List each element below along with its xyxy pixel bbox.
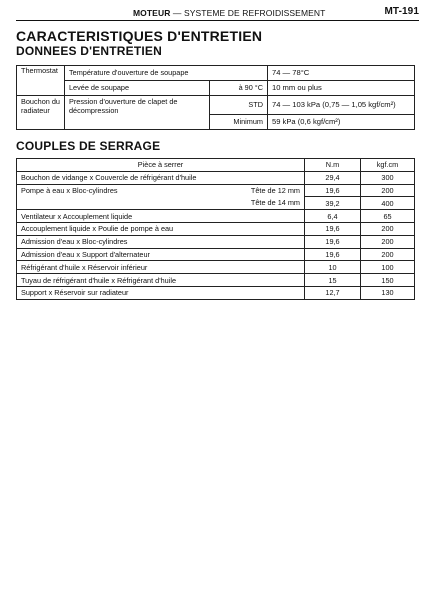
table-row: [17, 81, 415, 96]
nm-cell: 19,6: [305, 222, 361, 235]
valve-lift-condition: à 90 °C: [210, 81, 268, 96]
part-cell: Ventilateur x Accouplement liquide: [17, 210, 305, 223]
table-row: [17, 248, 415, 261]
part-cell: Admission d'eau x Bloc-cylindres: [17, 235, 305, 248]
header-section-subtitle: SYSTEME DE REFROIDISSEMENT: [183, 8, 326, 18]
part-cell: Admission d'eau x Support d'alternateur: [17, 248, 305, 261]
nm-cell: 19,6: [305, 184, 361, 197]
nm-cell: 15: [305, 274, 361, 287]
nm-cell: 12,7: [305, 286, 361, 299]
kgf-cell: 200: [361, 222, 415, 235]
kgf-cell: 100: [361, 261, 415, 274]
part-cell: Accouplement liquide x Poulie de pompe à eau: [17, 222, 305, 235]
part-note: Tête de 14 mm: [250, 198, 300, 208]
min-label: Minimum: [210, 115, 268, 130]
nm-cell: 19,6: [305, 248, 361, 261]
table-row: [17, 210, 415, 223]
table-row: [17, 274, 415, 287]
table-row: [17, 184, 415, 197]
part-cell: Support x Réservoir sur radiateur: [17, 286, 305, 299]
torque-heading: COUPLES DE SERRAGE: [16, 139, 161, 153]
kgf-cell: 200: [361, 184, 415, 197]
table-row: [17, 197, 415, 210]
opening-temp-item: Température d'ouverture de soupape: [65, 66, 268, 81]
header-dash: —: [172, 8, 182, 18]
relief-pressure-item: [65, 96, 210, 130]
radiator-cap-label-line1: Bouchon du: [21, 97, 60, 106]
kgf-cell: 300: [361, 171, 415, 184]
part-cell: [17, 197, 305, 210]
maintenance-heading: DONNEES D'ENTRETIEN: [16, 44, 163, 58]
table-row: [17, 286, 415, 299]
kgf-cell: 130: [361, 286, 415, 299]
page-title: CARACTERISTIQUES D'ENTRETIEN: [16, 28, 263, 44]
running-header: [133, 8, 325, 18]
part-text: Pompe à eau x Bloc-cylindres: [21, 186, 118, 196]
nm-cell: 6,4: [305, 210, 361, 223]
nm-cell: 29,4: [305, 171, 361, 184]
relief-pressure-item-line2: décompression: [69, 106, 119, 116]
col-part-header: Pièce à serrer: [17, 159, 305, 172]
nm-cell: 10: [305, 261, 361, 274]
col-kgf-header: kgf.cm: [361, 159, 415, 172]
header-section-title: MOTEUR: [133, 8, 171, 18]
page-number: MT-191: [384, 6, 419, 17]
torque-header-row: [17, 159, 415, 172]
kgf-cell: 200: [361, 235, 415, 248]
torque-table: [16, 158, 415, 300]
col-nm-header: N.m: [305, 159, 361, 172]
std-label: STD: [210, 96, 268, 115]
radiator-cap-label: [17, 96, 65, 130]
relief-pressure-item-line1: Pression d'ouverture de clapet de: [69, 97, 178, 106]
part-cell: Tuyau de réfrigérant d'huile x Réfrigérant d'huile: [17, 274, 305, 287]
kgf-cell: 150: [361, 274, 415, 287]
table-row: [17, 171, 415, 184]
kgf-cell: 400: [361, 197, 415, 210]
valve-lift-item: Levée de soupape: [65, 81, 210, 96]
radiator-cap-label-line2: radiateur: [21, 106, 50, 116]
table-row: [17, 222, 415, 235]
min-value: 59 kPa (0,6 kgf/cm²): [268, 115, 415, 130]
header-rule: [16, 20, 419, 21]
table-row: [17, 66, 415, 81]
thermostat-label: Thermostat: [17, 66, 65, 96]
table-row: [17, 235, 415, 248]
part-cell: Bouchon de vidange x Couvercle de réfrigérant d'huile: [17, 171, 305, 184]
part-note: Tête de 12 mm: [250, 186, 300, 196]
nm-cell: 39,2: [305, 197, 361, 210]
valve-lift-value: 10 mm ou plus: [268, 81, 415, 96]
kgf-cell: 65: [361, 210, 415, 223]
table-row: [17, 261, 415, 274]
std-value: 74 — 103 kPa (0,75 — 1,05 kgf/cm²): [268, 96, 415, 115]
table-row: [17, 96, 415, 115]
maintenance-table: [16, 65, 415, 130]
opening-temp-value: 74 — 78°C: [268, 66, 415, 81]
part-cell: [17, 184, 305, 197]
nm-cell: 19,6: [305, 235, 361, 248]
part-cell: Réfrigérant d'huile x Réservoir inférieur: [17, 261, 305, 274]
kgf-cell: 200: [361, 248, 415, 261]
